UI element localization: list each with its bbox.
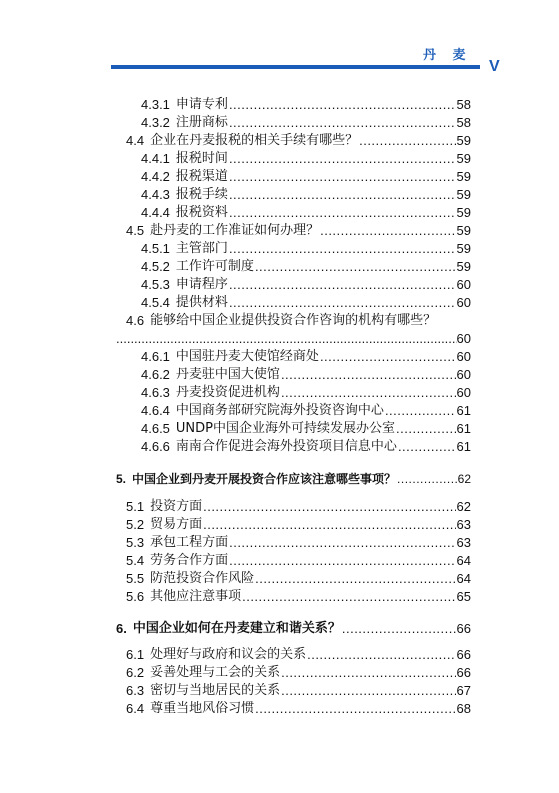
toc-entry-number: 6.4 <box>126 701 145 716</box>
toc-entry-number: 4.4.1 <box>141 151 170 166</box>
toc-entry-page: 67 <box>456 683 471 698</box>
toc-entry-title: 承包工程方面 <box>150 535 229 550</box>
toc-entry[interactable] <box>141 150 471 168</box>
toc-entry-continuation[interactable] <box>116 330 471 348</box>
toc-entry-title: 中国商务部研究院海外投资咨询中心 <box>175 403 384 418</box>
running-header-title: 丹 麦 <box>423 48 472 63</box>
toc-leader <box>397 470 457 488</box>
toc-entry[interactable] <box>141 276 471 294</box>
toc-entry-number: 5.1 <box>126 499 145 514</box>
toc-entry[interactable] <box>141 402 471 420</box>
toc-entry-number: 5. <box>116 472 127 486</box>
toc-entry-title: 注册商标 <box>175 115 228 130</box>
toc-entry[interactable] <box>141 114 471 132</box>
toc-entry-page: 60 <box>456 385 471 400</box>
toc-entry-title: 贸易方面 <box>150 517 203 532</box>
toc-entry-title: 中国企业如何在丹麦建立和谐关系？ <box>132 621 341 636</box>
toc-entry-title: 尊重当地风俗习惯 <box>150 701 255 716</box>
toc-entry-number: 4.6.3 <box>141 385 170 400</box>
toc-leader <box>281 366 456 384</box>
toc-entry-page: 59 <box>456 169 471 184</box>
toc-chapter-entry[interactable] <box>116 620 471 638</box>
toc-entry-number: 4.6.2 <box>141 367 170 382</box>
toc-leader <box>203 498 455 516</box>
toc-entry[interactable] <box>126 700 471 718</box>
toc-entry-title: 赴丹麦的工作准证如何办理？ <box>150 223 320 238</box>
toc-leader <box>229 204 456 222</box>
toc-entry-title: 投资方面 <box>150 499 203 514</box>
toc-entry-number: 4.4.3 <box>141 187 170 202</box>
toc-entry-title: 妥善处理与工会的关系 <box>150 665 281 680</box>
toc-entry-page: 59 <box>456 151 471 166</box>
toc-entry[interactable] <box>141 186 471 204</box>
toc-entry-number: 4.4.2 <box>141 169 170 184</box>
toc-leader <box>229 150 456 168</box>
toc-entry-title: 防范投资合作风险 <box>150 571 255 586</box>
toc-leader <box>255 258 456 276</box>
toc-entry[interactable] <box>126 588 471 606</box>
toc-entry-page: 61 <box>456 439 471 454</box>
toc-leader <box>229 186 456 204</box>
toc-entry-page: 58 <box>456 115 471 130</box>
toc-entry[interactable] <box>141 258 471 276</box>
toc-leader <box>229 240 456 258</box>
toc-entry-number: 6. <box>116 621 127 636</box>
toc-leader <box>396 420 456 438</box>
toc-entry[interactable] <box>126 312 471 330</box>
toc-entry[interactable] <box>126 516 471 534</box>
toc-entry-title: 中国企业到丹麦开展投资合作应该注意哪些事项？ <box>132 472 397 486</box>
toc-entry-page: 61 <box>456 421 471 436</box>
toc-leader <box>342 620 456 638</box>
toc-entry-page: 62 <box>457 472 471 486</box>
toc-leader <box>229 168 456 186</box>
toc-entry-title: 劳务合作方面 <box>150 553 229 568</box>
toc-leader <box>385 402 456 420</box>
toc-entry[interactable] <box>141 438 471 456</box>
header-rule <box>111 65 480 69</box>
toc-entry[interactable] <box>141 366 471 384</box>
toc-entry-number: 6.2 <box>126 665 145 680</box>
toc-leader <box>307 646 455 664</box>
toc-entry[interactable] <box>141 168 471 186</box>
toc-leader <box>116 330 457 348</box>
toc-entry[interactable] <box>141 204 471 222</box>
toc-entry-page: 60 <box>456 367 471 382</box>
toc-entry-number: 6.1 <box>126 647 145 662</box>
toc-entry-number: 4.6 <box>126 313 145 328</box>
toc-entry-title: 密切与当地居民的关系 <box>150 683 281 698</box>
toc-entry-number: 4.5.3 <box>141 277 170 292</box>
toc-entry-title: 报税渠道 <box>175 169 228 184</box>
toc-entry-number: 4.6.5 <box>141 421 170 436</box>
toc-leader <box>281 664 455 682</box>
toc-entry-title: 中国驻丹麦大使馆经商处 <box>175 349 319 364</box>
toc-entry[interactable] <box>141 96 471 114</box>
toc-leader <box>359 132 455 150</box>
toc-leader <box>255 700 455 718</box>
toc-entry-page: 62 <box>456 499 471 514</box>
toc-entry[interactable] <box>126 682 471 700</box>
toc-leader <box>255 570 455 588</box>
toc-leader <box>320 348 456 366</box>
toc-entry-number: 6.3 <box>126 683 145 698</box>
toc-entry-page: 64 <box>456 553 471 568</box>
toc-entry-number: 5.6 <box>126 589 145 604</box>
toc-entry-number: 4.5 <box>126 223 145 238</box>
toc-entry-number: 4.3.1 <box>141 97 170 112</box>
toc-entry-page: 66 <box>456 665 471 680</box>
toc-entry-page: 58 <box>456 97 471 112</box>
toc-entry-page: 59 <box>456 205 471 220</box>
toc-leader <box>398 438 456 456</box>
toc-entry[interactable] <box>126 534 471 552</box>
toc-entry-page: 60 <box>456 295 471 310</box>
page-number-roman: V <box>489 58 500 75</box>
toc-entry-title: UNDP中国企业海外可持续发展办公室 <box>175 421 396 436</box>
toc-entry-number: 4.4.4 <box>141 205 170 220</box>
toc-leader <box>203 516 455 534</box>
toc-entry[interactable] <box>141 240 471 258</box>
toc-entry-page: 68 <box>456 701 471 716</box>
toc-entry-page: 59 <box>456 133 471 148</box>
toc-entry-title: 主管部门 <box>175 241 228 256</box>
toc-entry-number: 4.6.1 <box>141 349 170 364</box>
toc-leader <box>281 682 455 700</box>
toc-entry-title: 报税手续 <box>175 187 228 202</box>
toc-chapter-entry[interactable] <box>116 470 471 488</box>
toc-entry-page: 65 <box>456 589 471 604</box>
toc-entry-number: 4.6.4 <box>141 403 170 418</box>
toc-entry[interactable] <box>126 498 471 516</box>
toc-entry-page: 59 <box>456 241 471 256</box>
toc-entry-title: 处理好与政府和议会的关系 <box>150 647 307 662</box>
toc-entry-page: 60 <box>456 331 471 346</box>
toc-entry-page: 66 <box>456 621 471 636</box>
toc-entry-title: 能够给中国企业提供投资合作咨询的机构有哪些？ <box>150 313 437 328</box>
toc-entry[interactable] <box>141 420 471 438</box>
toc-entry-page: 60 <box>456 277 471 292</box>
toc-entry-number: 4.3.2 <box>141 115 170 130</box>
toc-leader <box>229 294 456 312</box>
toc-entry-number: 5.3 <box>126 535 145 550</box>
toc-entry-number: 5.5 <box>126 571 145 586</box>
toc-leader <box>229 276 456 294</box>
toc-entry[interactable] <box>141 294 471 312</box>
toc-entry-title: 企业在丹麦报税的相关手续有哪些？ <box>150 133 359 148</box>
toc-entry-page: 60 <box>456 349 471 364</box>
toc-entry-title: 工作许可制度 <box>175 259 254 274</box>
toc-entry-title: 报税资料 <box>175 205 228 220</box>
toc-entry-number: 4.5.2 <box>141 259 170 274</box>
toc-entry[interactable] <box>126 570 471 588</box>
toc-entry-number: 4.5.4 <box>141 295 170 310</box>
toc-entry-number: 4.5.1 <box>141 241 170 256</box>
toc-leader <box>242 588 455 606</box>
toc-entry-title: 丹麦投资促进机构 <box>175 385 280 400</box>
toc-entry-number: 4.6.6 <box>141 439 170 454</box>
toc-entry-number: 5.4 <box>126 553 145 568</box>
toc-leader <box>229 534 455 552</box>
toc-leader <box>229 114 456 132</box>
toc-entry-page: 63 <box>456 535 471 550</box>
toc-entry[interactable] <box>126 222 471 240</box>
toc-entry-title: 报税时间 <box>175 151 228 166</box>
toc-entry-title: 丹麦驻中国大使馆 <box>175 367 280 382</box>
toc-entry-page: 59 <box>456 223 471 238</box>
toc-entry-title: 提供材料 <box>175 295 228 310</box>
toc-entry-page: 59 <box>456 187 471 202</box>
toc-entry-page: 64 <box>456 571 471 586</box>
toc-entry-number: 4.4 <box>126 133 145 148</box>
toc-entry-title: 南南合作促进会海外投资项目信息中心 <box>175 439 397 454</box>
toc-entry[interactable] <box>126 646 471 664</box>
toc-entry[interactable] <box>141 384 471 402</box>
toc-entry-number: 5.2 <box>126 517 145 532</box>
toc-entry-title: 申请专利 <box>175 97 228 112</box>
toc-entry-page: 66 <box>456 647 471 662</box>
toc-entry[interactable] <box>126 664 471 682</box>
toc-entry-title: 申请程序 <box>175 277 228 292</box>
toc-entry-page: 61 <box>456 403 471 418</box>
toc-leader <box>320 222 455 240</box>
toc-entry-title: 其他应注意事项 <box>150 589 242 604</box>
toc-entry[interactable] <box>126 552 471 570</box>
toc-leader <box>229 552 455 570</box>
toc-entry-page: 59 <box>456 259 471 274</box>
toc-entry[interactable] <box>141 348 471 366</box>
toc-leader <box>281 384 456 402</box>
toc-entry-page: 63 <box>456 517 471 532</box>
toc-leader <box>229 96 456 114</box>
toc-entry[interactable] <box>126 132 471 150</box>
